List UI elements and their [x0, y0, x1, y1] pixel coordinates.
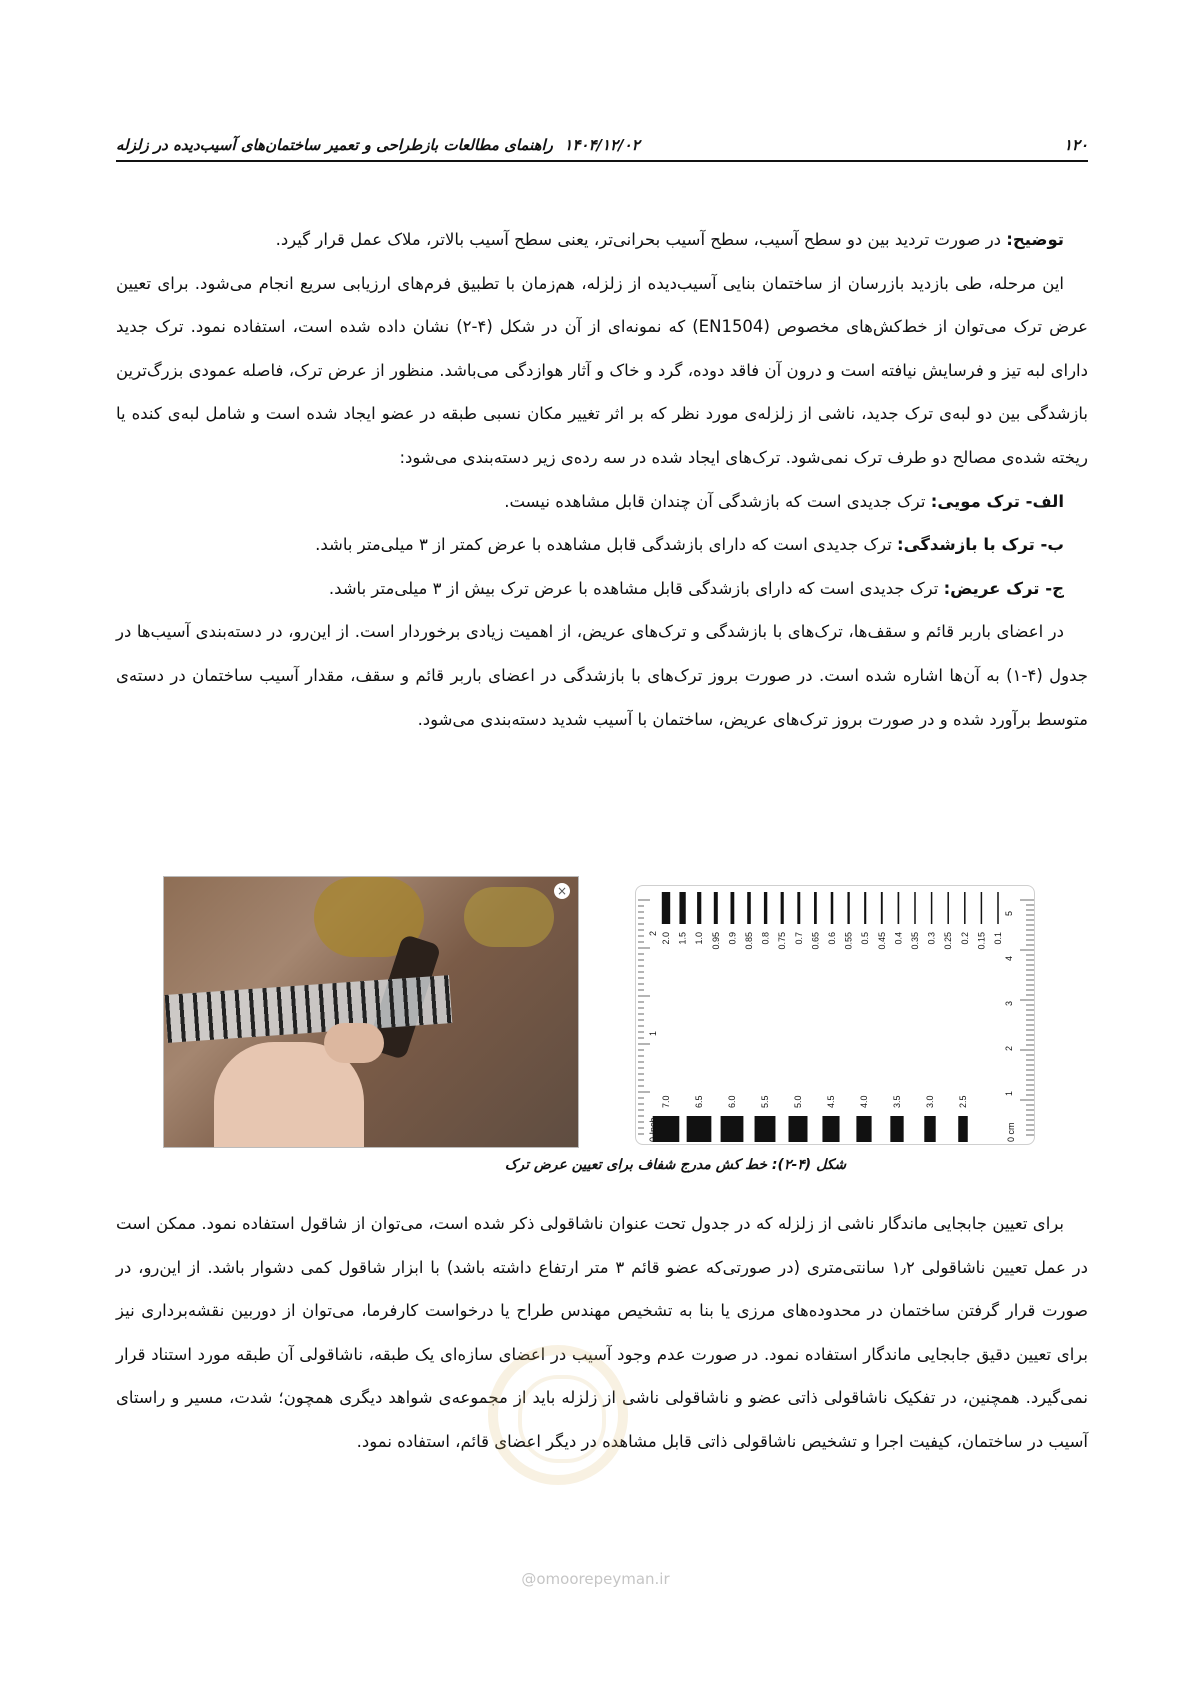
- header-title: راهنمای مطالعات بازطراحی و تعمیر ساختمان‌های آسیب‌دیده در زلزله: [116, 136, 553, 154]
- crack-width-label: 0.85: [744, 932, 754, 950]
- list-item-hairline-crack: [116, 480, 1088, 524]
- list-item-label: ج- ترک عریض:: [943, 578, 1064, 598]
- crack-width-bar: [797, 892, 800, 924]
- crack-width-label: 5.0: [793, 1095, 803, 1108]
- crack-width-bar: [714, 892, 718, 924]
- watermark-text: @omoorepeyman.ir: [521, 1570, 670, 1588]
- crack-width-label: 0.25: [943, 932, 954, 950]
- crack-width-block: [721, 1116, 744, 1142]
- crack-width-bar: [731, 892, 735, 924]
- crack-width-block: [924, 1116, 935, 1142]
- crack-width-block: [687, 1116, 712, 1142]
- scale-number: 5: [1004, 910, 1014, 916]
- list-item-label: الف- ترک مویی:: [930, 491, 1064, 511]
- crack-width-bar: [831, 892, 834, 924]
- paragraph-plumbness: برای تعیین جابجایی ماندگار ناشی از زلزله که در جدول تحت عنوان ناشاقولی ذکر شده است، می‌توان از شاقول استفاده نمود. ممکن است در عمل تعیین ناشاقولی ۱٫۲ سانتی‌متری (در صورتی‌که عضو قائم ۳ متر ارتفاع داشته باشد) با ابزار شاقول کمی دشوار باشد. از این‌رو، در صورت قرار گرفتن ساختمان در محدوده‌های مرزی یا بنا به تشخیص مهندس طراح یا درخواست کارفرما، می‌توان از دوربین نقشه‌برداری نیز برای تعیین دقیق جابجایی ماندگار استفاده نمود. در صورت عدم وجود آسیب در اعضای سازه‌ای یک طبقه، ناشاقولی آن طبقه مورد استناد قرار نمی‌گیرد. همچنین، در تفکیک ناشاقولی ذاتی عضو و ناشاقولی ناشی از زلزله باید از مجموعه‌ی شواهد دیگری همچون؛ شدت، مسیر و راستای آسیب در ساختمان، کیفیت اجرا و تشخیص ناشاقولی ذاتی قابل مشاهده در دیگر اعضای قائم، استفاده نمود.: [116, 1214, 1088, 1451]
- list-item-text: ترک جدیدی است که بازشدگی آن چندان قابل مشاهده نیست.: [504, 491, 931, 511]
- crack-width-label: 4.5: [826, 1095, 836, 1108]
- crack-width-label: 0.7: [793, 932, 804, 945]
- crack-width-label: 5.5: [760, 1095, 770, 1108]
- crack-width-gauge: [636, 886, 1036, 1146]
- crack-width-label: 0.1: [993, 932, 1003, 945]
- crack-width-label: 0.6: [827, 932, 837, 945]
- crack-width-label: 0.3: [926, 932, 937, 945]
- crack-width-label: 3.0: [925, 1095, 935, 1108]
- crack-width-label: 4.0: [859, 1095, 869, 1108]
- crack-width-bar: [898, 892, 900, 924]
- crack-width-label: 0.8: [760, 932, 771, 945]
- crack-width-label: 6.5: [694, 1095, 704, 1108]
- crack-width-bar: [814, 892, 817, 924]
- crack-width-block: [755, 1116, 776, 1142]
- crack-width-label: 0.35: [910, 932, 920, 950]
- crack-width-block: [856, 1116, 871, 1142]
- crack-width-label: 0.95: [710, 932, 721, 950]
- crack-width-card: [635, 885, 1035, 1145]
- cm-label: 0 cm: [1006, 1122, 1016, 1142]
- crack-width-bar: [981, 892, 983, 924]
- close-icon[interactable]: ×: [554, 883, 570, 899]
- crack-width-label: 0.9: [727, 932, 738, 945]
- crack-width-label: 2.0: [661, 932, 671, 945]
- inch-label: 0 Inch: [648, 1117, 658, 1142]
- figure-caption: [0, 1157, 1191, 1173]
- crack-width-bar: [679, 892, 685, 924]
- list-item-wide-crack: [116, 567, 1088, 611]
- crack-width-label: 7.0: [661, 1095, 671, 1108]
- crack-width-label: 1.0: [694, 932, 705, 945]
- page-number: ۱۲۰: [1063, 136, 1088, 154]
- crack-width-bar: [964, 892, 966, 924]
- crack-width-bar: [697, 892, 701, 924]
- list-item-label: ب- ترک با بازشدگی:: [897, 535, 1064, 555]
- scale-number: 2: [1004, 1045, 1014, 1051]
- watermark-seal: [488, 1345, 628, 1485]
- crack-width-bar: [781, 892, 784, 924]
- crack-width-label: 0.65: [810, 932, 821, 950]
- crack-width-label: 1.5: [677, 932, 688, 945]
- crack-width-bar: [864, 892, 866, 924]
- crack-width-bar: [947, 892, 949, 924]
- crack-width-bar: [847, 892, 849, 924]
- scale-number: 3: [1004, 1000, 1014, 1006]
- crack-width-label: 3.5: [892, 1095, 902, 1108]
- body-text-top: [116, 218, 1088, 741]
- crack-width-block: [822, 1116, 839, 1142]
- header-date: ۱۴۰۴/۱۲/۰۲: [564, 136, 640, 154]
- crack-width-label: 0.4: [893, 932, 904, 945]
- crack-width-label: 0.45: [876, 932, 887, 950]
- note-text: در صورت تردید بین دو سطح آسیب، سطح آسیب بحرانی‌تر، یعنی سطح آسیب بالاتر، ملاک عمل قرار گیرد.: [275, 230, 1007, 249]
- scale-number: 1: [1004, 1090, 1014, 1096]
- note-label: توضیح:: [1006, 230, 1064, 249]
- crack-width-bar: [931, 892, 933, 924]
- figure-caption-text: شکل (۴-۲): خط کش مدرج شفاف برای تعیین عرض ترک: [504, 1157, 847, 1173]
- crack-width-bar: [747, 892, 751, 924]
- crack-width-label: 0.75: [777, 932, 788, 950]
- crack-width-label: 0.2: [959, 932, 970, 945]
- scale-number: 2: [648, 930, 658, 936]
- crack-width-bar: [881, 892, 883, 924]
- crack-width-label: 0.15: [976, 932, 987, 950]
- scale-number: 1: [648, 1030, 658, 1036]
- crack-width-label: 6.0: [727, 1095, 737, 1108]
- crack-width-bar: [764, 892, 767, 924]
- crack-width-bar: [914, 892, 916, 924]
- scale-number: 4: [1004, 955, 1014, 961]
- crack-width-block: [890, 1116, 903, 1142]
- note-paragraph: [116, 218, 1088, 262]
- crack-width-block: [958, 1116, 968, 1142]
- moss-patch: [464, 887, 554, 947]
- list-item-text: ترک جدیدی است که دارای بازشدگی قابل مشاهده با عرض کمتر از ۳ میلی‌متر باشد.: [315, 535, 898, 555]
- crack-width-label: 2.5: [958, 1095, 968, 1108]
- crack-measurement-photo: [163, 876, 579, 1148]
- crack-width-label: 0.5: [860, 932, 871, 945]
- paragraph-damage-classification: در اعضای باربر قائم و سقف‌ها، ترک‌های با بازشدگی و ترک‌های عریض، از اهمیت زیادی برخوردار است. از این‌رو، در دسته‌بندی آسیب‌ها در جدول (۴-۱) به آن‌ها اشاره شده است. در صورت بروز ترک‌های با بازشدگی در اعضای باربر قائم و سقف، مقدار آسیب ساختمان در دسته‌ی متوسط برآورد شده و در صورت بروز ترک‌های عریض، ساختمان با آسیب شدید دسته‌بندی می‌شود.: [116, 622, 1089, 729]
- crack-width-bar: [997, 892, 999, 924]
- thumb: [324, 1023, 384, 1063]
- crack-width-bar: [662, 892, 670, 924]
- paragraph-crack-width: این مرحله، طی بازدید بازرسان از ساختمان بنایی آسیب‌دیده از زلزله، هم‌زمان با تطبیق فرم‌های ارزیابی سریع انجام می‌شود. برای تعیین عرض ترک می‌توان از خط‌کش‌های مخصوص (EN1504) که نمونه‌ای از آن در شکل (۴-۲) نشان داده شده است، استفاده نمود. ترک جدید دارای لبه تیز و فرسایش نیافته است و درون آن فاقد دوده، گرد و خاک و آثار هوازدگی می‌باشد. منظور از عرض ترک، فاصله عمودی بزرگ‌ترین بازشدگی بین دو لبه‌ی ترک جدید، ناشی از زلزله‌ی مورد نظر که بر اثر تغییر مکان نسبی طبقه در عضو ایجاد شده است و شامل لبه‌ی کنده یا ریخته شده‌ی مصالح دو طرف ترک نمی‌شود. ترک‌های ایجاد شده در سه رده‌ی زیر دسته‌بندی می‌شود:: [116, 273, 1088, 467]
- page-header: [116, 130, 1088, 162]
- crack-width-label: 0.55: [843, 932, 854, 950]
- list-item-open-crack: [116, 523, 1088, 567]
- list-item-text: ترک جدیدی است که دارای بازشدگی قابل مشاهده با عرض ترک بیش از ۳ میلی‌متر باشد.: [328, 578, 944, 598]
- crack-width-block: [789, 1116, 808, 1142]
